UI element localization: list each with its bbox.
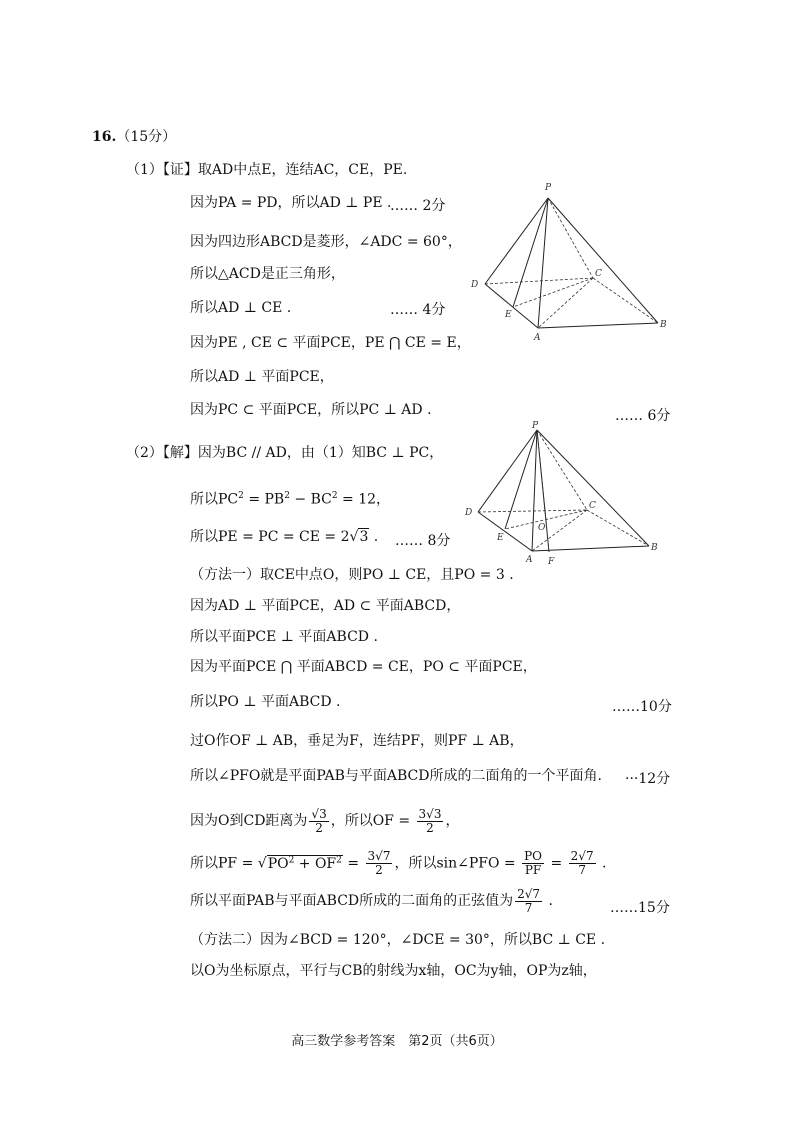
method1-line7: 所以∠PFO就是平面PAB与平面ABCD所成的二面角的一个平面角. (190, 768, 602, 784)
frac-3sqrt3-over-2: $\frac{3√3}{2}$ (418, 806, 442, 835)
part1-line7: 所以AD ⊥ 平面PCE， (190, 369, 334, 385)
fig2-label-c: C (589, 501, 596, 511)
method1-line8: 因为O到CD距离为 $\frac{√3}{2}$ ，所以OF = $\frac{3√3}{2}$ ， (190, 806, 460, 835)
score-4: …… 4分 (390, 302, 446, 318)
frac-po-over-pf: $\frac{PO}{PF}$ (524, 849, 543, 878)
score-8: …… 8分 (395, 533, 451, 549)
part1-tag: （1）【证】 (126, 162, 198, 178)
score-2: …… 2分 (390, 198, 446, 214)
fig2-label-a: A (526, 555, 533, 565)
score-12: ···12分 (625, 771, 671, 787)
fig2-label-e: E (497, 533, 504, 543)
part2-tag: （2）【解】 (126, 445, 198, 461)
method2-line2: 以O为坐标原点，平行与CB的射线为x轴，OC为y轴，OP为z轴， (190, 963, 597, 979)
method1-line4: 因为平面PCE ⋂ 平面ABCD = CE，PO ⊂ 平面PCE， (190, 659, 537, 675)
score-10: ……10分 (612, 699, 672, 715)
fig1-label-e: E (505, 310, 512, 320)
fig2-label-d: D (465, 508, 473, 518)
fig2-label-b: B (651, 543, 658, 553)
fig2-label-f: F (548, 557, 555, 567)
page-footer: 高三数学参考答案 第2页（共6页） (291, 1034, 503, 1049)
fig1-label-a: A (534, 333, 541, 343)
part1-line4: 所以△ACD是正三角形， (190, 266, 345, 282)
fig1-label-p: P (545, 183, 552, 193)
method1-line2: 因为AD ⊥ 平面PCE，AD ⊂ 平面ABCD， (190, 598, 461, 614)
part1-line3: 因为四边形ABCD是菱形，∠ADC = 60°， (190, 234, 462, 250)
pyramid-figure-2 (462, 420, 667, 570)
fig2-label-o: O (538, 523, 546, 533)
method1-line3: 所以平面PCE ⊥ 平面ABCD . (190, 629, 378, 645)
method1-line6: 过O作OF ⊥ AB，垂足为F，连结PF，则PF ⊥ AB， (190, 733, 524, 749)
frac-2sqrt7-over-7: $\frac{2√7}{7}$ (570, 849, 594, 878)
part1-line1: （1）【证】取AD中点E，连结AC，CE，PE. (126, 162, 408, 178)
score-15: ……15分 (610, 900, 670, 916)
frac-3sqrt7-over-2: $\frac{3√7}{2}$ (367, 849, 391, 878)
fig1-label-d: D (471, 280, 479, 290)
part1-line8: 因为PC ⊂ 平面PCE，所以PC ⊥ AD . (190, 402, 432, 418)
part2-line1: （2）【解】因为BC // AD，由（1）知BC ⊥ PC， (126, 445, 444, 461)
method1-line1: （方法一）取CE中点O，则PO ⊥ CE，且PO = 3 . (190, 567, 514, 583)
fig1-label-c: C (595, 269, 602, 279)
method2-line1: （方法二）因为∠BCD = 120°，∠DCE = 30°，所以BC ⊥ CE . (190, 932, 606, 948)
method1-line9: 所以PF = $√PO^2 + OF^2$ = $\frac{3√7}{2}$ ，所以sin∠PFO = $\frac{PO}{PF}$ = $\frac{2√7}{7}$ . (190, 849, 607, 878)
part1-line2: 因为PA = PD，所以AD ⊥ PE . (190, 195, 392, 211)
part1-line6: 因为PE , CE ⊂ 平面PCE，PE ⋂ CE = E， (190, 335, 471, 351)
frac-2sqrt7-over-7-result: $\frac{2√7}{7}$ (517, 886, 541, 915)
pyramid-figure-1 (468, 176, 673, 346)
score-6: …… 6分 (615, 408, 671, 424)
part1-line5: 所以AD ⊥ CE . (190, 300, 292, 316)
part2-line2: 所以$PC^2 = PB^2 - BC^2 = 12$， (190, 491, 391, 508)
question-number: 16.（15分） (92, 129, 177, 145)
frac-sqrt3-over-2: $\frac{√3}{2}$ (311, 806, 327, 835)
fig1-label-b: B (660, 320, 667, 330)
method1-line10: 所以平面PAB与平面ABCD所成的二面角的正弦值为 $\frac{2√7}{7}$ . (190, 886, 553, 915)
fig2-label-p: P (532, 421, 539, 431)
part2-line3: 所以PE = PC = CE = 2√3 . (190, 529, 379, 545)
method1-line5: 所以PO ⊥ 平面ABCD . (190, 694, 341, 710)
